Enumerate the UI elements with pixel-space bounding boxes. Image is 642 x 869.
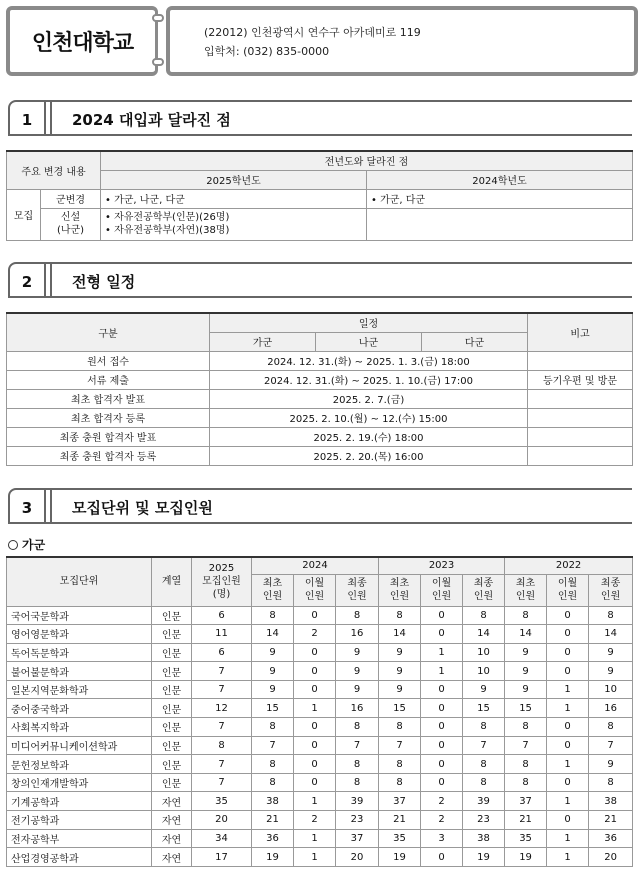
unit-name: 기계공학과 — [7, 792, 152, 811]
table-row — [7, 643, 633, 662]
count-cell: 9 — [336, 643, 379, 662]
count-cell: 8 — [505, 773, 547, 792]
year-header: 2023 — [379, 557, 505, 574]
count-cell: 0 — [421, 680, 463, 699]
unit-name: 중어중국학과 — [7, 699, 152, 718]
track: 자연 — [152, 829, 192, 848]
track: 인문 — [152, 699, 192, 718]
count-cell: 15 — [252, 699, 294, 718]
count-cell: 8 — [336, 773, 379, 792]
table-row — [7, 606, 633, 625]
track: 인문 — [152, 625, 192, 644]
count-cell: 8 — [336, 718, 379, 737]
unit-name: 문헌정보학과 — [7, 755, 152, 774]
subsection-label: 가군 — [8, 536, 45, 553]
binder-ring-icon — [152, 58, 164, 66]
table-row — [7, 811, 633, 830]
section-title: 2024 대입과 달라진 점 — [72, 110, 231, 129]
schedule-row — [7, 446, 633, 465]
count-cell: 14 — [505, 625, 547, 644]
count-cell: 0 — [421, 773, 463, 792]
count-cell: 0 — [421, 718, 463, 737]
count-cell: 23 — [463, 811, 505, 830]
count-cell: 8 — [589, 718, 633, 737]
count-cell: 19 — [505, 848, 547, 867]
section-number: 2 — [10, 264, 46, 298]
count-cell: 8 — [252, 606, 294, 625]
count-cell: 10 — [463, 643, 505, 662]
header-cell: 전년도와 달라진 점 — [101, 151, 633, 170]
year-header: 2022 — [505, 557, 633, 574]
table-row — [7, 718, 633, 737]
schedule-label: 최종 충원 합격자 등록 — [7, 446, 210, 465]
count-cell: 9 — [505, 662, 547, 681]
count-cell: 34 — [192, 829, 252, 848]
unit-name: 전자공학부 — [7, 829, 152, 848]
unit-name: 산업경영공학과 — [7, 848, 152, 867]
count-cell: 10 — [463, 662, 505, 681]
count-cell: 14 — [589, 625, 633, 644]
track: 인문 — [152, 662, 192, 681]
binder-ring-icon — [152, 14, 164, 22]
count-cell: 37 — [505, 792, 547, 811]
count-cell: 1 — [547, 829, 589, 848]
section-number: 3 — [10, 490, 46, 524]
schedule-note — [528, 408, 633, 427]
schedule-note: 등기우편 및 방문 — [528, 370, 633, 389]
unit-name: 전기공학과 — [7, 811, 152, 830]
count-cell: 8 — [505, 718, 547, 737]
count-cell: 16 — [589, 699, 633, 718]
section-number: 1 — [10, 102, 46, 136]
university-name: 인천대학교 — [31, 30, 134, 56]
count-cell: 19 — [379, 848, 421, 867]
schedule-label: 최종 충원 합격자 발표 — [7, 427, 210, 446]
schedule-date: 2024. 12. 31.(화) ~ 2025. 1. 10.(금) 17:00 — [210, 370, 528, 389]
count-cell: 7 — [379, 736, 421, 755]
count-cell: 3 — [421, 829, 463, 848]
count-cell: 0 — [547, 625, 589, 644]
count-cell: 8 — [379, 718, 421, 737]
unit-name: 독어독문학과 — [7, 643, 152, 662]
table-row — [7, 792, 633, 811]
subheader-cell: 이월 인원 — [547, 574, 589, 606]
count-cell: 0 — [294, 643, 336, 662]
count-cell: 0 — [421, 699, 463, 718]
count-cell: 7 — [192, 680, 252, 699]
count-cell: 14 — [252, 625, 294, 644]
count-cell: 0 — [294, 736, 336, 755]
count-cell: 8 — [336, 755, 379, 774]
subheader-cell: 최초 인원 — [252, 574, 294, 606]
row-group-label: 모집 — [7, 189, 41, 240]
count-cell: 0 — [421, 625, 463, 644]
schedule-note — [528, 389, 633, 408]
section-header-2 — [8, 262, 632, 298]
table-row — [7, 680, 633, 699]
table-row — [7, 829, 633, 848]
university-name-box — [6, 6, 158, 76]
count-cell: 0 — [421, 736, 463, 755]
cell-2025: • 가군, 나군, 다군 — [101, 189, 367, 208]
unit-name: 영어영문학과 — [7, 625, 152, 644]
track: 자연 — [152, 792, 192, 811]
count-cell: 21 — [379, 811, 421, 830]
year-header: 2024 — [252, 557, 379, 574]
section-header-3 — [8, 488, 632, 524]
contact-text: 입학처: (032) 835-0000 — [204, 44, 330, 58]
count-cell: 0 — [294, 606, 336, 625]
header-cell: 일정 — [210, 313, 528, 332]
track: 인문 — [152, 643, 192, 662]
count-cell: 16 — [336, 699, 379, 718]
count-cell: 12 — [192, 699, 252, 718]
schedule-date: 2024. 12. 31.(화) ~ 2025. 1. 3.(금) 18:00 — [210, 351, 528, 370]
count-cell: 1 — [294, 829, 336, 848]
count-cell: 0 — [547, 662, 589, 681]
unit-name: 일본지역문화학과 — [7, 680, 152, 699]
row-label: 군변경 — [41, 189, 101, 208]
count-cell: 0 — [547, 736, 589, 755]
count-cell: 9 — [252, 662, 294, 681]
count-cell: 0 — [547, 811, 589, 830]
count-cell: 8 — [589, 773, 633, 792]
count-cell: 8 — [463, 773, 505, 792]
count-cell: 2 — [294, 811, 336, 830]
cell-2024 — [367, 208, 633, 240]
schedule-label: 원서 접수 — [7, 351, 210, 370]
count-cell: 19 — [463, 848, 505, 867]
table-row — [7, 699, 633, 718]
count-cell: 8 — [252, 718, 294, 737]
header-cell: 2025학년도 — [101, 170, 367, 189]
count-cell: 9 — [589, 643, 633, 662]
count-cell: 6 — [192, 643, 252, 662]
subheader-cell: 최종 인원 — [463, 574, 505, 606]
count-cell: 9 — [589, 755, 633, 774]
header-cell: 2025 모집인원 (명) — [192, 557, 252, 606]
count-cell: 8 — [463, 606, 505, 625]
count-cell: 9 — [252, 680, 294, 699]
count-cell: 7 — [252, 736, 294, 755]
schedule-date: 2025. 2. 7.(금) — [210, 389, 528, 408]
count-cell: 8 — [379, 773, 421, 792]
schedule-label: 최초 합격자 등록 — [7, 408, 210, 427]
count-cell: 36 — [589, 829, 633, 848]
count-cell: 1 — [294, 848, 336, 867]
table-row — [7, 755, 633, 774]
track: 인문 — [152, 718, 192, 737]
track: 자연 — [152, 811, 192, 830]
address-text: (22012) 인천광역시 연수구 아카데미로 119 — [204, 25, 421, 39]
header-cell: 나군 — [316, 332, 422, 351]
table-row — [7, 773, 633, 792]
header-cell: 가군 — [210, 332, 316, 351]
count-cell: 2 — [421, 811, 463, 830]
count-cell: 7 — [505, 736, 547, 755]
schedule-row — [7, 370, 633, 389]
count-cell: 9 — [336, 662, 379, 681]
count-cell: 9 — [589, 662, 633, 681]
count-cell: 14 — [379, 625, 421, 644]
count-cell: 7 — [192, 773, 252, 792]
count-cell: 8 — [463, 718, 505, 737]
count-cell: 1 — [547, 755, 589, 774]
count-cell: 0 — [421, 755, 463, 774]
count-cell: 35 — [505, 829, 547, 848]
unit-name: 국어국문학과 — [7, 606, 152, 625]
schedule-date: 2025. 2. 19.(수) 18:00 — [210, 427, 528, 446]
cell-2025: • 자유전공학부(인문)(26명) • 자유전공학부(자연)(38명) — [101, 208, 367, 240]
count-cell: 35 — [192, 792, 252, 811]
count-cell: 8 — [505, 755, 547, 774]
track: 인문 — [152, 606, 192, 625]
schedule-row — [7, 389, 633, 408]
count-cell: 19 — [252, 848, 294, 867]
count-cell: 38 — [252, 792, 294, 811]
header-cell: 구분 — [7, 313, 210, 351]
table-row — [7, 662, 633, 681]
header-cell: 모집단위 — [7, 557, 152, 606]
count-cell: 2 — [294, 625, 336, 644]
changes-table — [6, 150, 633, 241]
count-cell: 10 — [589, 680, 633, 699]
track: 자연 — [152, 848, 192, 867]
section-header-1 — [8, 100, 632, 136]
circle-bullet-icon — [8, 540, 18, 550]
count-cell: 8 — [252, 773, 294, 792]
count-cell: 1 — [421, 643, 463, 662]
count-cell: 7 — [192, 755, 252, 774]
count-cell: 7 — [192, 718, 252, 737]
count-cell: 20 — [336, 848, 379, 867]
count-cell: 37 — [379, 792, 421, 811]
count-cell: 35 — [379, 829, 421, 848]
count-cell: 0 — [547, 643, 589, 662]
header-cell: 비고 — [528, 313, 633, 351]
schedule-date: 2025. 2. 10.(월) ~ 12.(수) 15:00 — [210, 408, 528, 427]
track: 인문 — [152, 755, 192, 774]
count-cell: 0 — [294, 755, 336, 774]
count-cell: 8 — [336, 606, 379, 625]
count-cell: 14 — [463, 625, 505, 644]
unit-name: 미디어커뮤니케이션학과 — [7, 736, 152, 755]
track: 인문 — [152, 773, 192, 792]
header-cell: 계열 — [152, 557, 192, 606]
schedule-note — [528, 351, 633, 370]
count-cell: 2 — [421, 792, 463, 811]
count-cell: 38 — [589, 792, 633, 811]
count-cell: 9 — [379, 662, 421, 681]
count-cell: 7 — [589, 736, 633, 755]
track: 인문 — [152, 680, 192, 699]
track: 인문 — [152, 736, 192, 755]
subheader-cell: 이월 인원 — [294, 574, 336, 606]
count-cell: 16 — [336, 625, 379, 644]
schedule-row — [7, 408, 633, 427]
count-cell: 8 — [505, 606, 547, 625]
count-cell: 7 — [336, 736, 379, 755]
count-cell: 0 — [294, 680, 336, 699]
count-cell: 21 — [505, 811, 547, 830]
count-cell: 8 — [192, 736, 252, 755]
subheader-cell: 최초 인원 — [379, 574, 421, 606]
count-cell: 23 — [336, 811, 379, 830]
count-cell: 9 — [379, 680, 421, 699]
count-cell: 1 — [547, 792, 589, 811]
count-cell: 1 — [547, 699, 589, 718]
count-cell: 21 — [252, 811, 294, 830]
count-cell: 8 — [379, 606, 421, 625]
count-cell: 1 — [294, 792, 336, 811]
count-cell: 0 — [294, 718, 336, 737]
count-cell: 0 — [547, 718, 589, 737]
count-cell: 1 — [547, 680, 589, 699]
count-cell: 8 — [252, 755, 294, 774]
header-cell: 주요 변경 내용 — [7, 151, 101, 189]
schedule-label: 최초 합격자 발표 — [7, 389, 210, 408]
header-cell: 2024학년도 — [367, 170, 633, 189]
count-cell: 39 — [336, 792, 379, 811]
subheader-cell: 최종 인원 — [589, 574, 633, 606]
count-cell: 9 — [505, 643, 547, 662]
schedule-row — [7, 351, 633, 370]
row-label: 신설 (나군) — [41, 208, 101, 240]
count-cell: 8 — [463, 755, 505, 774]
count-cell: 0 — [294, 662, 336, 681]
table-row — [7, 736, 633, 755]
unit-name: 불어불문학과 — [7, 662, 152, 681]
count-cell: 20 — [589, 848, 633, 867]
count-cell: 15 — [379, 699, 421, 718]
admission-quota-table — [6, 556, 633, 867]
count-cell: 0 — [421, 606, 463, 625]
table-row — [7, 625, 633, 644]
schedule-row — [7, 427, 633, 446]
section-title: 전형 일정 — [72, 272, 136, 291]
schedule-note — [528, 427, 633, 446]
count-cell: 37 — [336, 829, 379, 848]
count-cell: 8 — [379, 755, 421, 774]
table-row — [7, 848, 633, 867]
count-cell: 0 — [547, 773, 589, 792]
subheader-cell: 최초 인원 — [505, 574, 547, 606]
count-cell: 9 — [463, 680, 505, 699]
count-cell: 9 — [336, 680, 379, 699]
header-cell: 다군 — [422, 332, 528, 351]
schedule-note — [528, 446, 633, 465]
count-cell: 20 — [192, 811, 252, 830]
count-cell: 9 — [252, 643, 294, 662]
count-cell: 1 — [294, 699, 336, 718]
count-cell: 9 — [379, 643, 421, 662]
subheader-cell: 최종 인원 — [336, 574, 379, 606]
count-cell: 17 — [192, 848, 252, 867]
count-cell: 7 — [463, 736, 505, 755]
unit-name: 사회복지학과 — [7, 718, 152, 737]
schedule-label: 서류 제출 — [7, 370, 210, 389]
cell-2024: • 가군, 다군 — [367, 189, 633, 208]
count-cell: 15 — [463, 699, 505, 718]
unit-name: 창의인재개발학과 — [7, 773, 152, 792]
contact-box — [166, 6, 638, 76]
count-cell: 8 — [589, 606, 633, 625]
section-title: 모집단위 및 모집인원 — [72, 498, 213, 517]
count-cell: 39 — [463, 792, 505, 811]
count-cell: 0 — [547, 606, 589, 625]
count-cell: 1 — [547, 848, 589, 867]
schedule-table — [6, 312, 633, 466]
count-cell: 7 — [192, 662, 252, 681]
count-cell: 38 — [463, 829, 505, 848]
count-cell: 9 — [505, 680, 547, 699]
subheader-cell: 이월 인원 — [421, 574, 463, 606]
count-cell: 6 — [192, 606, 252, 625]
count-cell: 1 — [421, 662, 463, 681]
count-cell: 11 — [192, 625, 252, 644]
count-cell: 0 — [421, 848, 463, 867]
count-cell: 0 — [294, 773, 336, 792]
count-cell: 21 — [589, 811, 633, 830]
count-cell: 15 — [505, 699, 547, 718]
count-cell: 36 — [252, 829, 294, 848]
schedule-date: 2025. 2. 20.(목) 16:00 — [210, 446, 528, 465]
